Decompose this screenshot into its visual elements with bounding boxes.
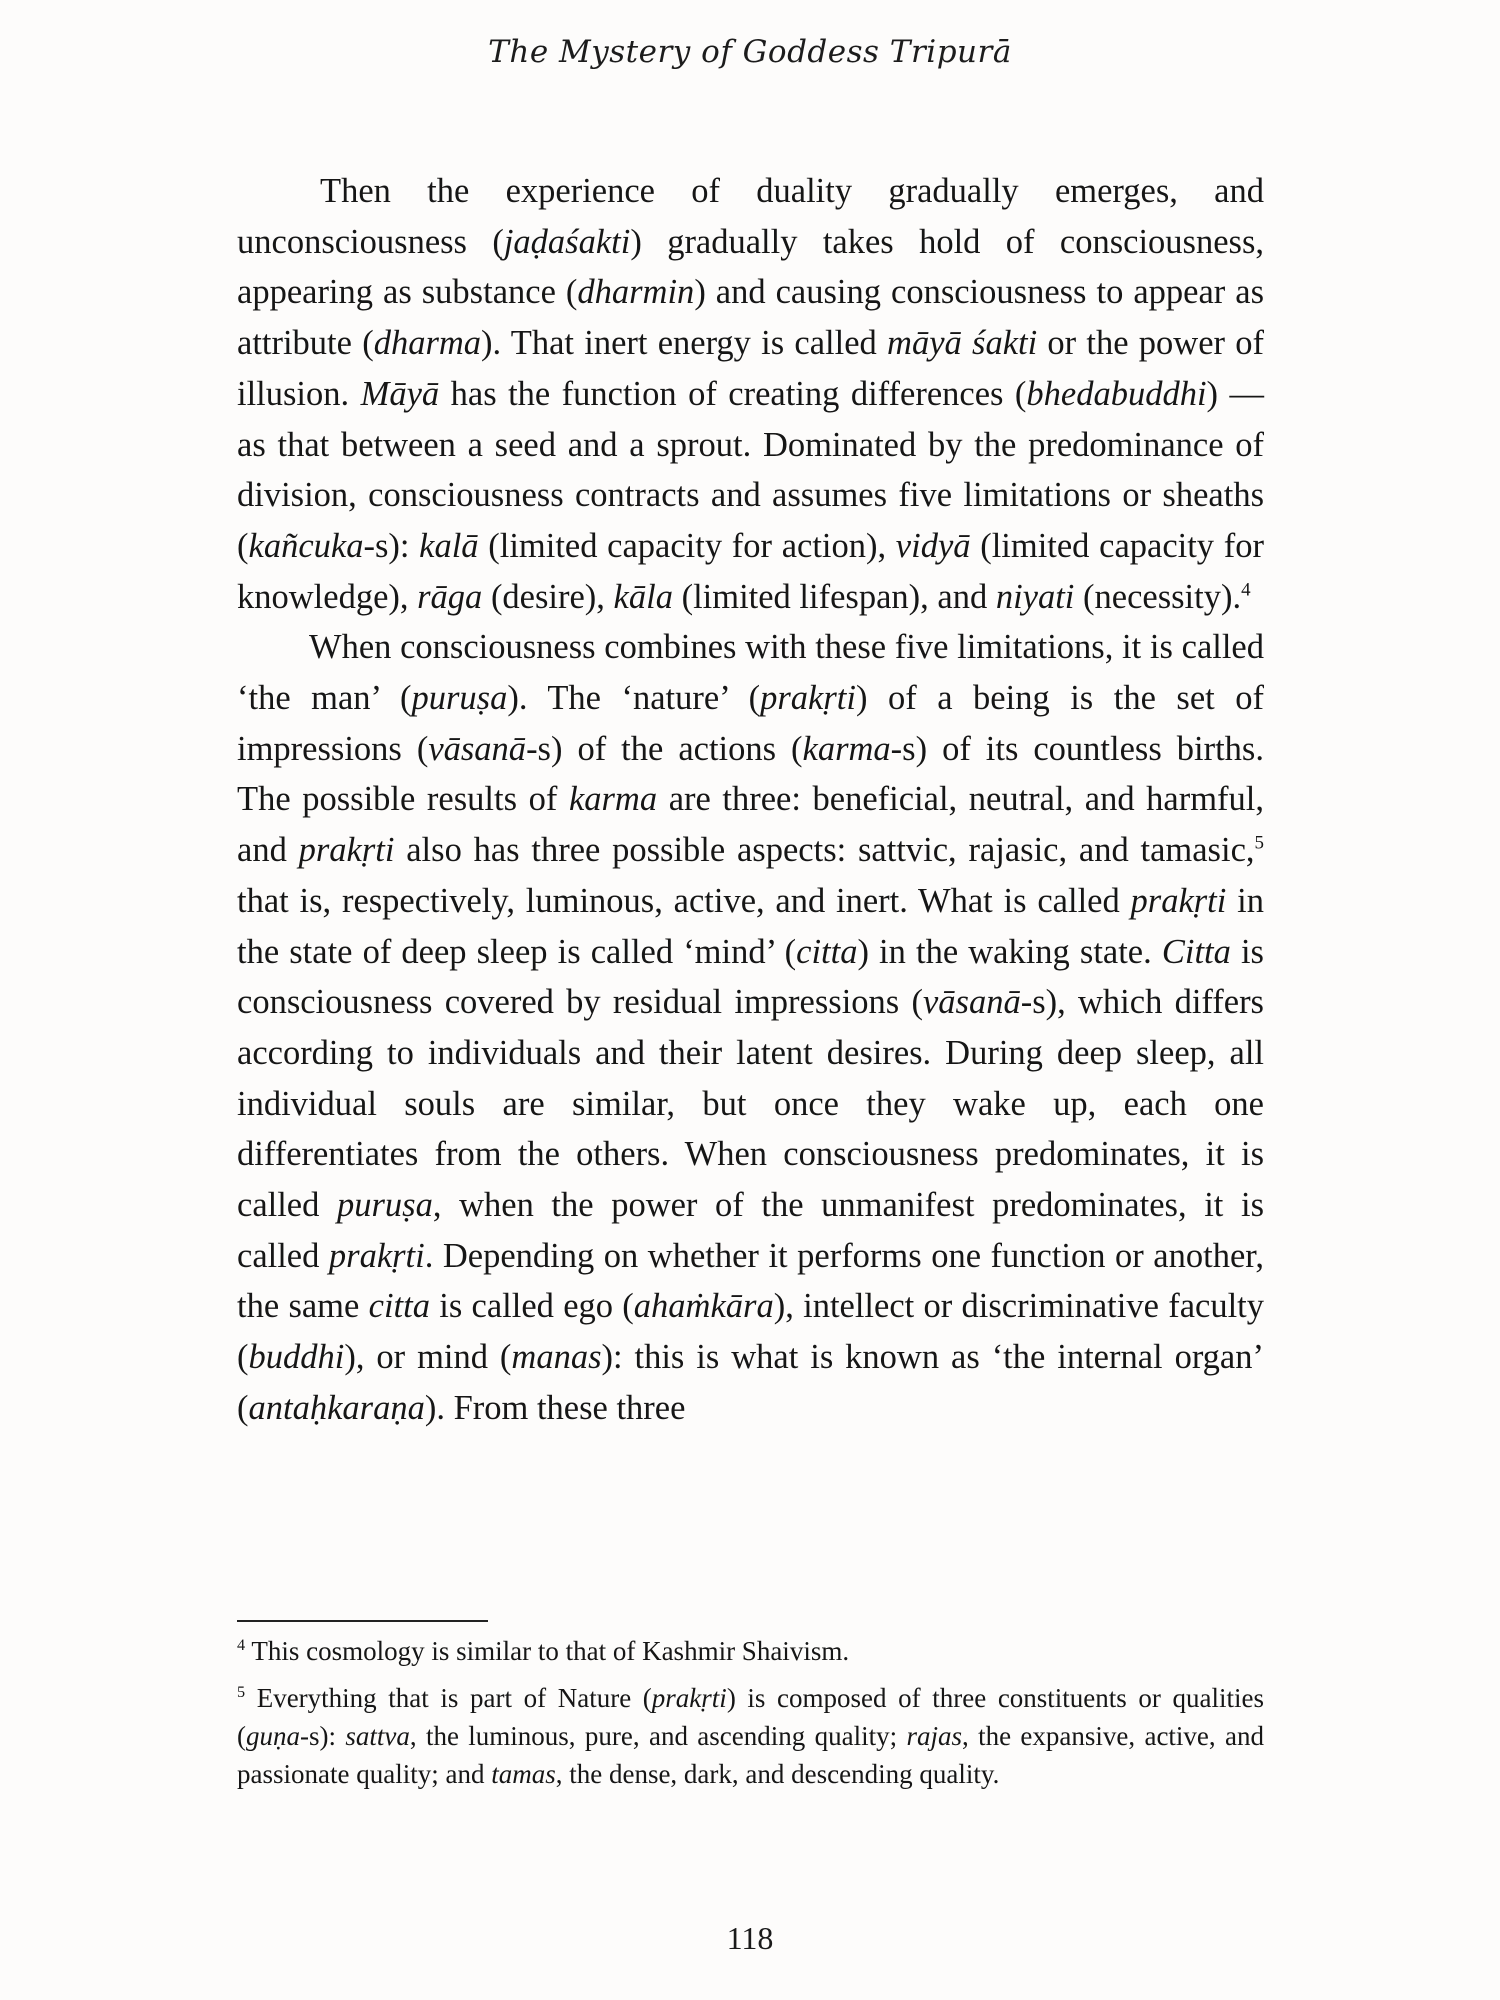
italic-term: guṇa <box>246 1721 300 1751</box>
italic-term: rajas <box>906 1721 962 1751</box>
italic-term: citta <box>796 932 858 971</box>
text-run: ), intellect or discriminative faculty ( <box>237 1287 1264 1377</box>
text-run: ) in the waking state. <box>857 932 1162 971</box>
footnote-marker: 5 <box>237 1683 246 1701</box>
italic-term: māyā śakti <box>887 324 1038 363</box>
text-run: ) is composed of three constituents or qualities ( <box>237 1683 1265 1751</box>
footnote-marker: 4 <box>237 1636 246 1654</box>
text-run: ) of a being is the set of impressions ( <box>237 679 1264 768</box>
footnote <box>237 1679 1264 1793</box>
italic-term: Māyā <box>360 374 440 413</box>
text-run: ): this is what is known as ‘the internal organ’ ( <box>237 1338 1264 1427</box>
italic-term: prakṛti <box>328 1236 425 1275</box>
text-run: ) gradually takes hold of consciousness, appearing as substance ( <box>237 222 1265 312</box>
italic-term: kañcuka <box>248 526 364 565</box>
text-run: -s) of the actions ( <box>526 729 803 768</box>
text-run: -s): <box>300 1721 346 1751</box>
footnote-rule <box>237 1620 488 1622</box>
italic-term: tamas <box>491 1759 556 1789</box>
text-run: -s): <box>363 526 420 565</box>
text-run: Everything that is part of Nature ( <box>245 1683 652 1713</box>
italic-term: Citta <box>1161 932 1231 971</box>
text-run: Then the experience of duality gradually emerges, and unconsciousness ( <box>237 172 1264 261</box>
italic-term: puruṣa <box>336 1186 433 1225</box>
italic-term: vāsanā <box>922 983 1021 1022</box>
text-run: is consciousness covered by residual impressions ( <box>237 932 1264 1022</box>
italic-term: dharma <box>373 324 482 363</box>
running-title: The Mystery of Goddess Tripurā <box>488 34 1012 70</box>
text-run: ). That inert energy is called <box>481 324 888 363</box>
text-run: (desire), <box>482 577 614 616</box>
text-run: ). The ‘nature’ ( <box>507 679 761 718</box>
italic-term: manas <box>511 1338 602 1377</box>
text-run: , the expansive, active, and passionate quality; and <box>237 1721 1264 1789</box>
italic-term: prakṛti <box>298 831 395 870</box>
italic-term: ahaṁkāra <box>633 1287 774 1326</box>
italic-term: citta <box>368 1287 430 1326</box>
text-run: When consciousness combines with these five limitations, it is called ‘the man’ ( <box>237 628 1264 718</box>
paragraph <box>237 166 1264 622</box>
text-run: -s), which differs according to individuals and their latent desires. During deep sleep, all individual souls are similar, but once they wake up, each one differentiates from the others. When consciousness predominates, it is called <box>237 983 1264 1225</box>
text-run: This cosmology is similar to that of Kashmir Shaivism. <box>245 1636 850 1666</box>
text-run: , when the power of the unmanifest predominates, it is called <box>237 1186 1264 1275</box>
text-run: ) and causing consciousness to appear as attribute ( <box>237 273 1264 363</box>
italic-term: antaḥkaraṇa <box>248 1388 425 1427</box>
footnote <box>237 1632 1264 1670</box>
text-run: , the luminous, pure, and ascending quality; <box>409 1721 907 1751</box>
italic-term: prakṛti <box>651 1683 727 1713</box>
italic-term: rāga <box>417 577 483 616</box>
italic-term: jaḍaśakti <box>503 222 631 261</box>
page-number: 118 <box>726 1920 774 1956</box>
text-run: has the function of creating differences ( <box>439 374 1027 413</box>
text-run: also has three possible aspects: sattvic, rajasic, and tamasic, <box>394 831 1255 870</box>
text-run: ). From these three <box>424 1388 686 1427</box>
text-run: is called ego ( <box>429 1287 634 1326</box>
italic-term: kāla <box>613 577 673 616</box>
text-run: in the state of deep sleep is called ‘mind’ ( <box>237 881 1264 971</box>
italic-term: kalā <box>419 526 479 565</box>
italic-term: vidyā <box>895 526 971 565</box>
text-run: or the power of illusion. <box>237 324 1265 413</box>
italic-term: niyati <box>995 577 1075 616</box>
italic-term: vāsanā <box>428 729 527 768</box>
italic-term: karma <box>802 729 891 768</box>
text-run: (limited capacity for action), <box>478 526 896 565</box>
italic-term: puruṣa <box>411 679 508 718</box>
text-run: that is, respectively, luminous, active, and inert. What is called <box>237 881 1131 920</box>
text-run: ), or mind ( <box>344 1338 512 1377</box>
paragraph <box>237 622 1264 1433</box>
footnote-marker: 5 <box>1254 832 1264 854</box>
italic-term: sattva <box>345 1721 410 1751</box>
italic-term: prakṛti <box>760 679 856 718</box>
text-run: (limited lifespan), and <box>672 577 996 616</box>
text-run: , the dense, dark, and descending quality. <box>555 1759 1000 1789</box>
text-run: are three: beneficial, neutral, and harmful, and <box>237 780 1265 870</box>
italic-term: prakṛti <box>1130 881 1227 920</box>
text-run: ) — as that between a seed and a sprout. Dominated by the predominance of division, consciousness contracts and assumes five limitations or sheaths ( <box>237 374 1264 565</box>
text-run: (limited capacity for knowledge), <box>237 526 1264 616</box>
italic-term: bhedabuddhi <box>1026 374 1207 413</box>
body-text <box>237 166 1264 1434</box>
text-run: (necessity). <box>1074 577 1242 616</box>
text-run: -s) of its countless births. The possible results of <box>237 729 1264 819</box>
footnote-marker: 4 <box>1241 579 1251 601</box>
footnotes <box>237 1632 1264 1802</box>
italic-term: dharmin <box>577 273 695 312</box>
italic-term: buddhi <box>248 1338 345 1377</box>
italic-term: karma <box>568 780 658 819</box>
text-run: . Depending on whether it performs one function or another, the same <box>237 1236 1265 1326</box>
